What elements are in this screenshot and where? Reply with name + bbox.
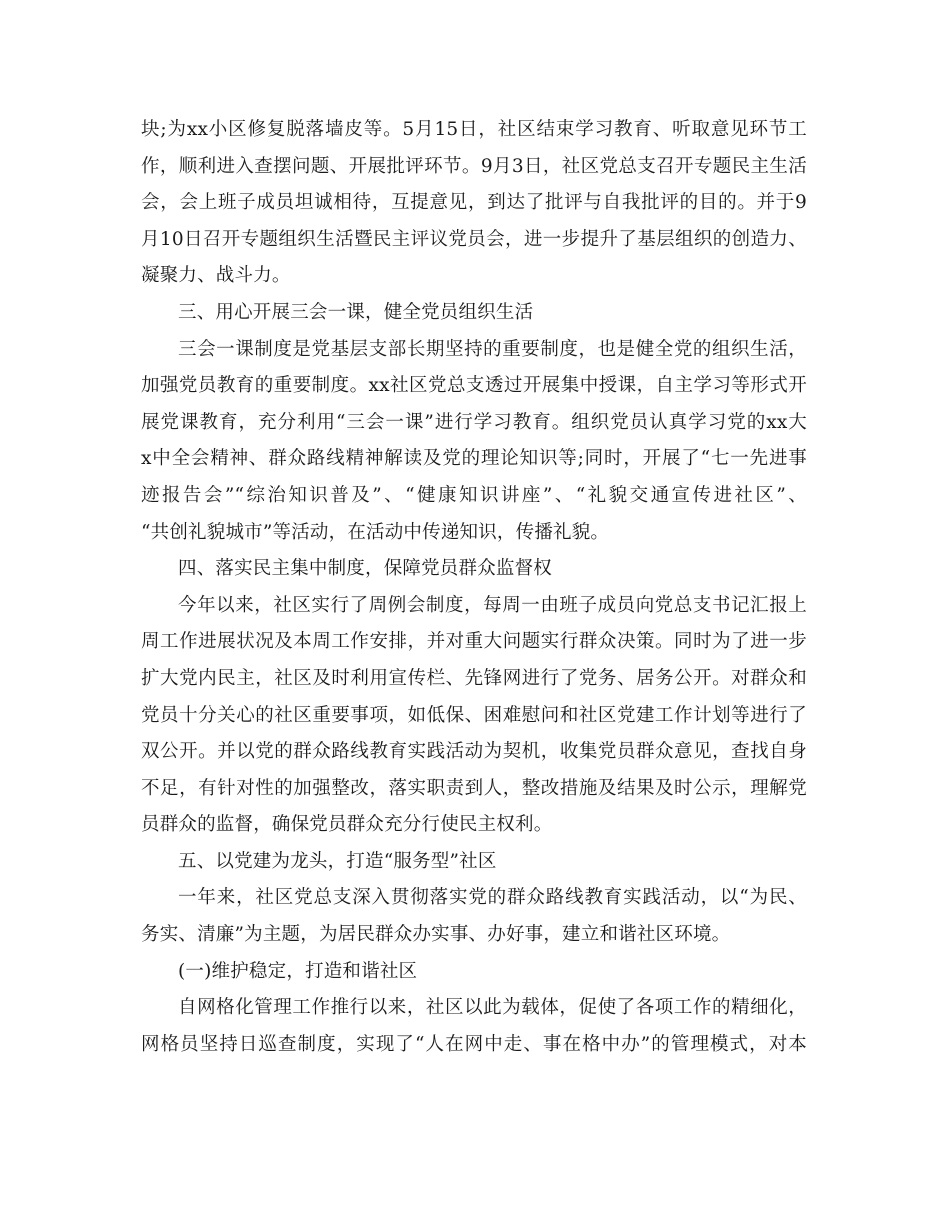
- text-line: 展党课教育，充分利用“三会一课”进行学习教育。组织党员认真学习党的xx大: [141, 411, 807, 433]
- text-line: 会，会上班子成员坦诚相待，互提意见，到达了批评与自我批评的目的。并于9: [141, 192, 807, 214]
- text-line: 员群众的监督，确保党员群众充分行使民主权利。: [141, 814, 553, 836]
- text-line: 周工作进展状况及本周工作安排，并对重大问题实行群众决策。同时为了进一步: [141, 631, 807, 653]
- text-line: 党员十分关心的社区重要事项，如低保、困难慰问和社区党建工作计划等进行了: [141, 704, 807, 726]
- document-body: [141, 112, 807, 1063]
- text-line: 加强党员教育的重要制度。xx社区党总支透过开展集中授课，自主学习等形式开: [141, 375, 807, 397]
- text-line: 三会一课制度是党基层支部长期坚持的重要制度，也是健全党的组织生活，: [178, 338, 807, 360]
- text-line: 块;为xx小区修复脱落墙皮等。5月15日，社区结束学习教育、听取意见环节工: [141, 119, 807, 140]
- text-line: “共创礼貌城市”等活动，在活动中传递知识，传播礼貌。: [141, 521, 610, 543]
- text-line: 扩大党内民主，社区及时利用宣传栏、先锋网进行了党务、居务公开。对群众和: [141, 667, 807, 689]
- text-line: 不足，有针对性的加强整改，落实职责到人，整改措施及结果及时公示，理解党: [141, 777, 807, 799]
- text-line: 月10日召开专题组织生活暨民主评议党员会，进一步提升了基层组织的创造力、: [141, 228, 807, 250]
- text-line: 迹报告会”“综治知识普及”、“健康知识讲座”、“礼貌交通宣传进社区”、: [141, 484, 807, 506]
- text-line: 三、用心开展三会一课，健全党员组织生活: [178, 301, 534, 323]
- text-line: 五、以党建为龙头，打造“服务型”社区: [178, 850, 497, 872]
- text-line: 自网格化管理工作推行以来，社区以此为载体，促使了各项工作的精细化，: [178, 997, 807, 1019]
- text-line: 一年来，社区党总支深入贯彻落实党的群众路线教育实践活动，以“为民、: [178, 887, 807, 909]
- text-line: x中全会精神、群众路线精神解读及党的理论知识等;同时，开展了“七一先进事: [141, 448, 807, 470]
- text-line: 务实、清廉”为主题，为居民群众办实事、办好事，建立和谐社区环境。: [141, 924, 731, 946]
- text-line: 作，顺利进入查摆问题、开展批评环节。9月3日，社区党总支召开专题民主生活: [141, 155, 807, 177]
- text-line: 今年以来，社区实行了周例会制度，每周一由班子成员向党总支书记汇报上: [178, 594, 807, 616]
- text-line: (一)维护稳定，打造和谐社区: [178, 960, 418, 982]
- text-line: 网格员坚持日巡查制度，实现了“人在网中走、事在格中办”的管理模式，对本: [141, 1033, 807, 1055]
- text-line: 凝聚力、战斗力。: [141, 265, 291, 287]
- text-line: 四、落实民主集中制度，保障党员群众监督权: [178, 558, 553, 580]
- text-line: 双公开。并以党的群众路线教育实践活动为契机，收集党员群众意见，查找自身: [141, 741, 807, 763]
